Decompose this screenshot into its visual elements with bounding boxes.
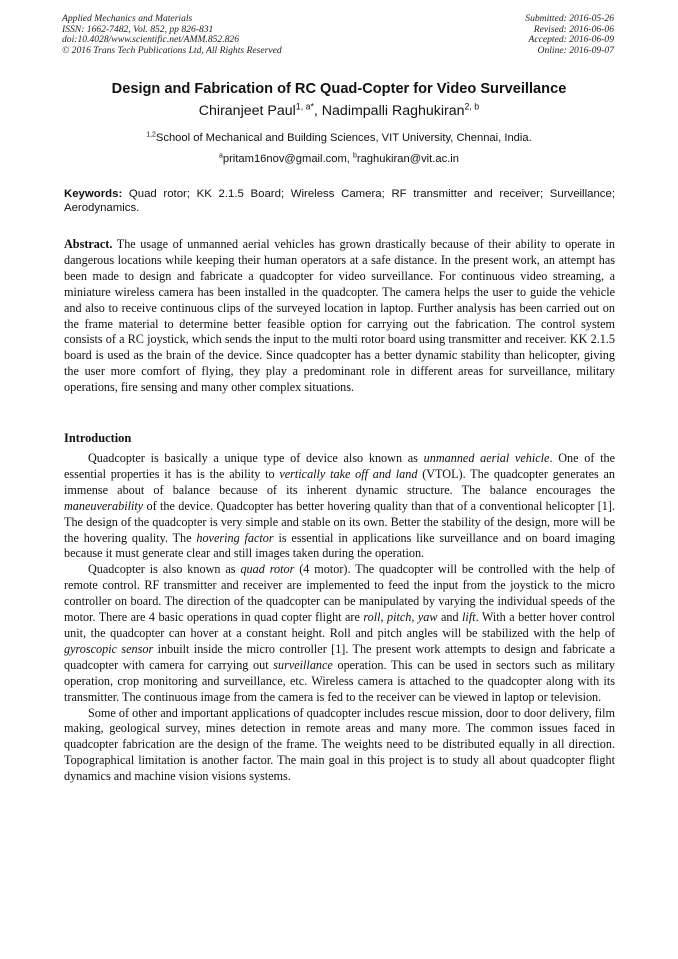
paper-title: Design and Fabrication of RC Quad-Copter for Video Surveillance (111, 81, 567, 97)
journal-issn: ISSN: 1662-7482, Vol. 852, pp 826-831 (62, 23, 214, 35)
email-a-marker: a (219, 152, 223, 160)
p2-text-3: and (437, 610, 463, 625)
keywords-label: Keywords: (64, 188, 123, 200)
affiliation (40, 131, 638, 145)
email-b[interactable]: raghukiran@vit.ac.in (356, 153, 459, 165)
journal-doi: doi:10.4028/www.scientific.net/AMM.852.826 (62, 34, 240, 46)
affiliation-text: School of Mechanical and Building Sciences, VIT University, Chennai, India. (155, 132, 532, 144)
author-emails (40, 152, 638, 166)
author-2-marker: 2, b (464, 101, 480, 112)
submission-dates (525, 14, 614, 56)
abstract-label: Abstract. (64, 237, 113, 251)
abstract (64, 237, 615, 396)
journal-info (62, 14, 282, 56)
keywords (64, 187, 615, 215)
p1-text-1: Quadcopter is basically a unique type of device also known as (88, 451, 424, 465)
p2-emphasis-1: quad rotor (240, 562, 295, 577)
p2-emphasis-5: surveillance (273, 657, 333, 672)
p1-text-4: of the device. Quadcopter has better hovering quality than that of a conventional helicopter [1]. The design of the quadcopter is very simple and stable on its own. Better the stability of the design, more will be the hovering quality. The (64, 498, 615, 545)
date-revised: Revised: 2016-06-06 (533, 23, 614, 35)
p2-emphasis-3: lift (462, 610, 476, 625)
keywords-text: Quad rotor; KK 2.1.5 Board; Wireless Camera; RF transmitter and receiver; Surveillance; Aerodynamics. (64, 188, 615, 215)
p1-text-3: (VTOL). The quadcopter generates an immense about of balance because of its inherent dynamic structure. The balance encourages the (64, 466, 616, 497)
section-heading-introduction: Introduction (64, 431, 132, 445)
journal-name: Applied Mechanics and Materials (62, 13, 193, 24)
paragraph-1 (64, 451, 615, 562)
p2-text-5: inbuilt inside the micro controller [1]. The present work attempts to design and fabricate a quadcopter with camera for carrying out (64, 641, 615, 672)
paragraph-3: Some of other and important applications of quadcopter includes rescue mission, door to door delivery, film making, geological survey, mines detection in remote areas and many more. The common issues faced in quadcopter fabrication are the design of the frame. The weights need to be distributed equally in all direction. Topographical limitation is another factor. The main goal in this project is to study all about quadcopter flight dynamics and machine vision visions systems. (64, 705, 615, 784)
paragraph-2 (64, 562, 615, 705)
author-separator: , (313, 103, 322, 119)
author-list (40, 102, 638, 120)
author-1-name: Chiranjeet Paul (198, 103, 296, 119)
p1-emphasis-1: unmanned aerial vehicle (423, 451, 550, 465)
introduction-body (64, 451, 615, 785)
p2-text-2: (4 motor). The quadcopter will be controlled with the help of remote control. RF transmitter and receiver are implemented to feed the input from the joystick to the micro controller on board. The direction of the quadcopter can be manipulated by varying the individual speeds of the motor. There are 4 basic operations in quad copter flight are (64, 562, 615, 625)
affiliation-marker: 1,2 (146, 131, 156, 139)
p1-text-2: . One of the essential properties it has is the ability to (64, 451, 616, 481)
journal-copyright: © 2016 Trans Tech Publications Ltd, All Rights Reserved (62, 44, 282, 56)
p2-text-6: operation. This can be used in sectors such as military operation, crop monitoring and surveillance, etc. Wireless camera is attached to the quadcopter along with its transmitter. The continuous image from the camera is fed to the receiver can be viewed in laptop or television. (64, 657, 615, 704)
p2-emphasis-2: roll, pitch, yaw (363, 610, 438, 625)
author-2-name: Nadimpalli Raghukiran (321, 103, 465, 119)
author-1-marker: 1, a* (295, 101, 314, 112)
p2-emphasis-4: gyroscopic sensor (64, 641, 154, 656)
abstract-text: The usage of unmanned aerial vehicles has grown drastically because of their ability to operate in dangerous locations while keeping their human operators at a safe distance. In the present work, an attempt has been made to design and fabricate a quadcopter for video surveillance. For continuous video streaming, a miniature wireless camera has been installed in the quadcopter. The camera helps the user to guide the vehicle and also to receive continuous clips of the surveyed location in laptop. Further analysis has been carried out on the frame material to determine better feasible option for carrying out the fabrication. The control system consists of a RC joystick, which sends the input to the multi rotor board using transmitter and receiver. KK 2.1.5 board is used as the brain of the device. Since quadcopter has a better dynamic stability than helicopter, giving the user more comfort of flying, they play a predominant role in different areas for surveillance, military operations, fire sensing and many other complex situations. (64, 237, 615, 395)
journal-header (62, 14, 614, 56)
date-submitted: Submitted: 2016-05-26 (525, 13, 614, 24)
email-b-marker: b (352, 152, 357, 160)
p1-emphasis-2: vertically take off and land (279, 466, 418, 481)
p2-text-4: . With a better hover control unit, the quadcopter can hover at a constant height. Roll and pitch angles will be stabilized with the help of (64, 610, 615, 640)
p2-text-1: Quadcopter is also known as (88, 562, 241, 577)
date-online: Online: 2016-09-07 (537, 44, 614, 56)
p1-emphasis-4: hovering factor (196, 530, 274, 545)
p1-text-5: is essential in applications like surveillance and on board imaging because it must generate clear and still images taken during the operation. (64, 530, 615, 561)
date-accepted: Accepted: 2016-06-09 (528, 34, 614, 46)
email-separator: , (346, 153, 353, 165)
p1-emphasis-3: maneuverability (64, 498, 144, 513)
email-a[interactable]: pritam16nov@gmail.com (222, 153, 347, 165)
